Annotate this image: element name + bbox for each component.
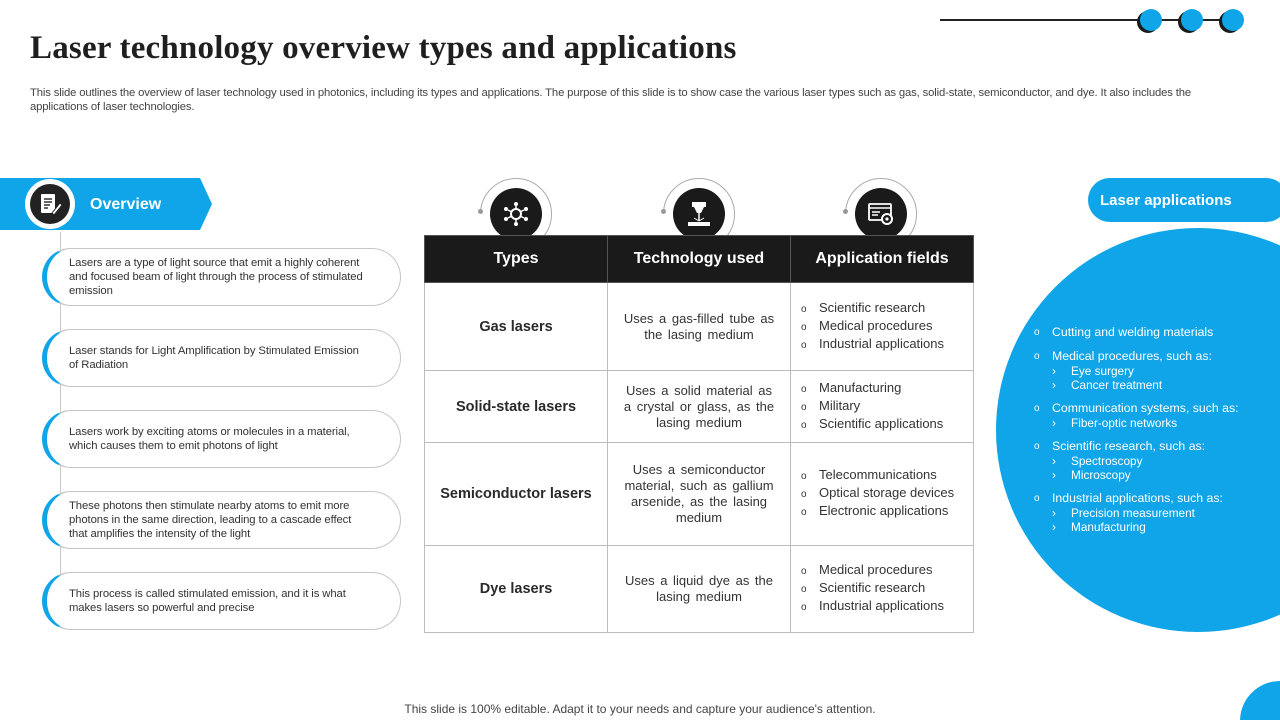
list-item: o Scientific research (801, 580, 926, 595)
application-subitem: Cancer treatment (1071, 378, 1163, 392)
table-row (425, 371, 974, 443)
application-text: Cutting and welding materials (1052, 325, 1214, 339)
header-application-fields: Application fields (791, 236, 974, 283)
overview-item-text: This process is called stimulated emission, and it is what makes lasers so powerful and precise (69, 588, 346, 614)
decorative-dot (1181, 9, 1203, 31)
list-item: o Scientific research, such as: › Spectroscopy › Microscopy (1034, 439, 1206, 482)
overview-item-text: Lasers are a type of light source that emit a highly coherent and focused beam of light through the process of stimulated emission (69, 257, 363, 297)
header-technology: Technology used (608, 236, 791, 283)
application-text: Scientific research, such as: (1052, 439, 1206, 453)
list-item: o Industrial applications, such as: › Precision measurement › Manufacturing (1034, 491, 1223, 534)
list-item: o Industrial applications (801, 335, 945, 351)
table-row (425, 283, 974, 371)
application-subitem: Microscopy (1071, 468, 1131, 482)
tech-cell: Uses a liquid dye as the lasing medium (608, 546, 791, 633)
page-subtitle: This slide outlines the overview of laser technology used in photonics, including its types and applications. The purpose of this slide is to show case the various laser types such as gas, solid-state, semiconductor, and dye. It also includes the applications of laser technologies. (30, 87, 1192, 113)
settings-browser-icon (855, 188, 907, 240)
overview-item-text: Laser stands for Light Amplification by Stimulated Emission of Radiation (69, 345, 359, 371)
application-subitem: Eye surgery (1071, 364, 1134, 378)
page-title: Laser technology overview types and applications (30, 30, 737, 66)
table-header-row (425, 236, 974, 283)
type-cell: Gas lasers (425, 283, 608, 371)
decorative-dot (478, 209, 483, 214)
overview-item-text: These photons then stimulate nearby atoms to emit more photons in the same direction, leading to a cascade effect that amplifies the intensity of the light (69, 500, 352, 540)
list-item: o Military (801, 397, 861, 413)
application-subitem: Manufacturing (1071, 520, 1146, 534)
list-item: o Scientific research (801, 299, 926, 315)
apps-cell (791, 283, 974, 371)
application-text: Communication systems, such as: (1052, 401, 1239, 415)
list-item: o Medical procedures, such as: › Eye surgery › Cancer treatment (1034, 349, 1212, 392)
list-item: o Medical procedures (801, 317, 933, 333)
type-cell: Solid-state lasers (425, 371, 608, 443)
overview-icon-holder (25, 179, 75, 229)
overview-label: Overview (90, 196, 162, 213)
document-pen-icon (30, 184, 70, 224)
tech-cell: Uses a solid material as a crystal or glass, as the lasing medium (608, 371, 791, 443)
list-item: o Optical storage devices (801, 485, 955, 500)
list-item: o Communication systems, such as: › Fiber-optic networks (1034, 401, 1239, 430)
list-item: o Telecommunications (801, 467, 937, 482)
apps-cell (791, 443, 974, 546)
list-item: o Medical procedures (801, 562, 933, 577)
decorative-dot (843, 209, 848, 214)
decorative-dot (661, 209, 666, 214)
decorative-dot (1140, 9, 1162, 31)
list-item: o Scientific applications (801, 415, 944, 431)
type-cell: Dye lasers (425, 546, 608, 633)
overview-item-text: Lasers work by exciting atoms or molecules in a material, which causes them to emit photons of light (69, 426, 350, 452)
table-row (425, 443, 974, 546)
application-subitem: Precision measurement (1071, 506, 1195, 520)
footer-note: This slide is 100% editable. Adapt it to your needs and capture your audience's attention. (404, 702, 876, 716)
list-item: o Cutting and welding materials (1034, 325, 1214, 339)
list-item: o Electronic applications (801, 503, 949, 518)
table-row (425, 546, 974, 633)
type-cell: Semiconductor lasers (425, 443, 608, 546)
laser-types-table (424, 235, 974, 633)
application-subitem: Fiber-optic networks (1071, 416, 1178, 430)
header-types: Types (425, 236, 608, 283)
tech-cell: Uses a semiconductor material, such as gallium arsenide, as the lasing medium (608, 443, 791, 546)
application-subitem: Spectroscopy (1071, 454, 1143, 468)
apps-cell (791, 371, 974, 443)
laser-cutter-icon (673, 188, 725, 240)
application-text: Medical procedures, such as: (1052, 349, 1212, 363)
list-item: o Manufacturing (801, 379, 902, 395)
applications-list (1034, 325, 1274, 543)
apps-cell (791, 546, 974, 633)
network-nodes-icon (490, 188, 542, 240)
decorative-corner-circle (1240, 681, 1280, 720)
decorative-dot (1222, 9, 1244, 31)
application-text: Industrial applications, such as: (1052, 491, 1223, 505)
tech-cell: Uses a gas-filled tube as the lasing medium (608, 283, 791, 371)
applications-label: Laser applications (1100, 192, 1232, 209)
list-item: o Industrial applications (801, 598, 945, 613)
